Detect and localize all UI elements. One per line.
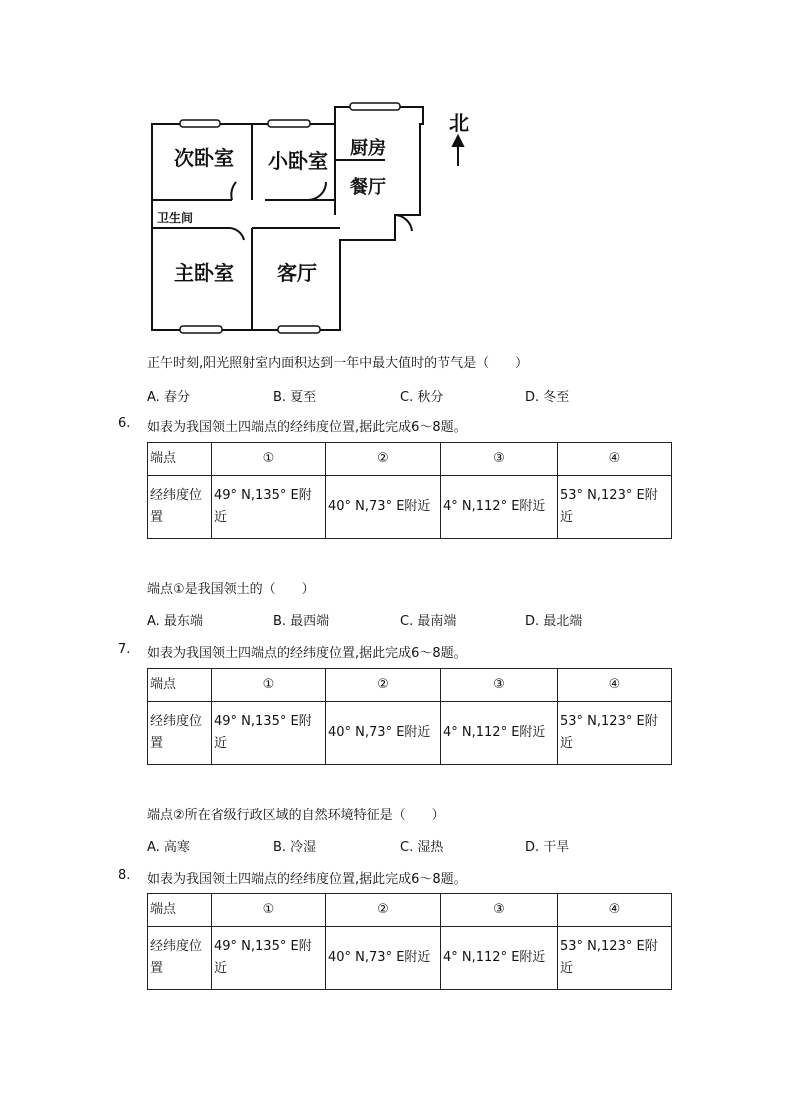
q5-option-a[interactable]: A. 春分 (147, 390, 190, 405)
q5-option-b[interactable]: B. 夏至 (273, 390, 317, 405)
q6-option-b[interactable]: B. 最西端 (273, 614, 330, 629)
q7-option-d[interactable]: D. 干旱 (525, 840, 570, 855)
table-row-label: 经纬度位置 (148, 476, 212, 539)
q5-stem: 正午时刻,阳光照射室内面积达到一年中最大值时的节气是（ ） (147, 356, 529, 371)
q7-option-c[interactable]: C. 湿热 (400, 840, 444, 855)
table-header-cell: ② (326, 443, 441, 476)
table-cell: 53° N,123° E附近 (558, 702, 672, 765)
q8-table (147, 893, 672, 990)
table-header-cell: ① (212, 669, 326, 702)
table-header-cell: ③ (441, 443, 558, 476)
q6-stem: 端点①是我国领土的（ ） (147, 582, 315, 597)
q7-stem: 端点②所在省级行政区域的自然环境特征是（ ） (147, 808, 445, 823)
q6-intro: 如表为我国领土四端点的经纬度位置,据此完成6～8题。 (147, 420, 467, 435)
table-cell: 40° N,73° E附近 (326, 927, 441, 990)
q6-option-d[interactable]: D. 最北端 (525, 614, 583, 629)
table-header-cell: ② (326, 669, 441, 702)
table-header-cell: 端点 (148, 894, 212, 927)
room-label-kitchen: 厨房 (350, 138, 386, 159)
north-label: 北 (449, 111, 469, 135)
table-header-cell: ④ (558, 443, 672, 476)
room-label-second-bedroom: 次卧室 (174, 146, 234, 170)
q7-intro: 如表为我国领土四端点的经纬度位置,据此完成6～8题。 (147, 646, 467, 661)
table-header-cell: ③ (441, 669, 558, 702)
q5-option-c[interactable]: C. 秋分 (400, 390, 444, 405)
table-cell: 49° N,135° E附近 (212, 702, 326, 765)
q6-option-a[interactable]: A. 最东端 (147, 614, 203, 629)
table-cell: 40° N,73° E附近 (326, 702, 441, 765)
table-header-cell: ② (326, 894, 441, 927)
q7-option-a[interactable]: A. 高寒 (147, 840, 190, 855)
table-header-cell: 端点 (148, 443, 212, 476)
room-label-small-bedroom: 小卧室 (268, 149, 328, 173)
table-row-label: 经纬度位置 (148, 702, 212, 765)
table-cell: 53° N,123° E附近 (558, 927, 672, 990)
table-cell: 49° N,135° E附近 (212, 927, 326, 990)
q6-option-c[interactable]: C. 最南端 (400, 614, 457, 629)
table-header-cell: ③ (441, 894, 558, 927)
room-label-master-bedroom: 主卧室 (174, 261, 234, 285)
table-header-cell: ④ (558, 669, 672, 702)
table-cell: 4° N,112° E附近 (441, 702, 558, 765)
table-cell: 49° N,135° E附近 (212, 476, 326, 539)
table-header-cell: ① (212, 894, 326, 927)
q8-number: 8. (118, 868, 131, 883)
q8-intro: 如表为我国领土四端点的经纬度位置,据此完成6～8题。 (147, 872, 467, 887)
q6-number: 6. (118, 416, 131, 431)
table-row-label: 经纬度位置 (148, 927, 212, 990)
room-label-dining: 餐厅 (350, 177, 386, 198)
table-cell: 4° N,112° E附近 (441, 476, 558, 539)
floor-plan-figure (140, 100, 480, 340)
table-cell: 53° N,123° E附近 (558, 476, 672, 539)
table-cell: 4° N,112° E附近 (441, 927, 558, 990)
room-label-bathroom: 卫生间 (157, 211, 194, 225)
north-arrow-icon (453, 136, 463, 166)
q7-option-b[interactable]: B. 冷湿 (273, 840, 317, 855)
table-header-cell: ① (212, 443, 326, 476)
table-header-cell: ④ (558, 894, 672, 927)
q6-table (147, 442, 672, 539)
table-cell: 40° N,73° E附近 (326, 476, 441, 539)
room-label-living-room: 客厅 (277, 261, 317, 285)
table-header-cell: 端点 (148, 669, 212, 702)
q5-option-d[interactable]: D. 冬至 (525, 390, 570, 405)
q7-number: 7. (118, 642, 131, 657)
q7-table (147, 668, 672, 765)
